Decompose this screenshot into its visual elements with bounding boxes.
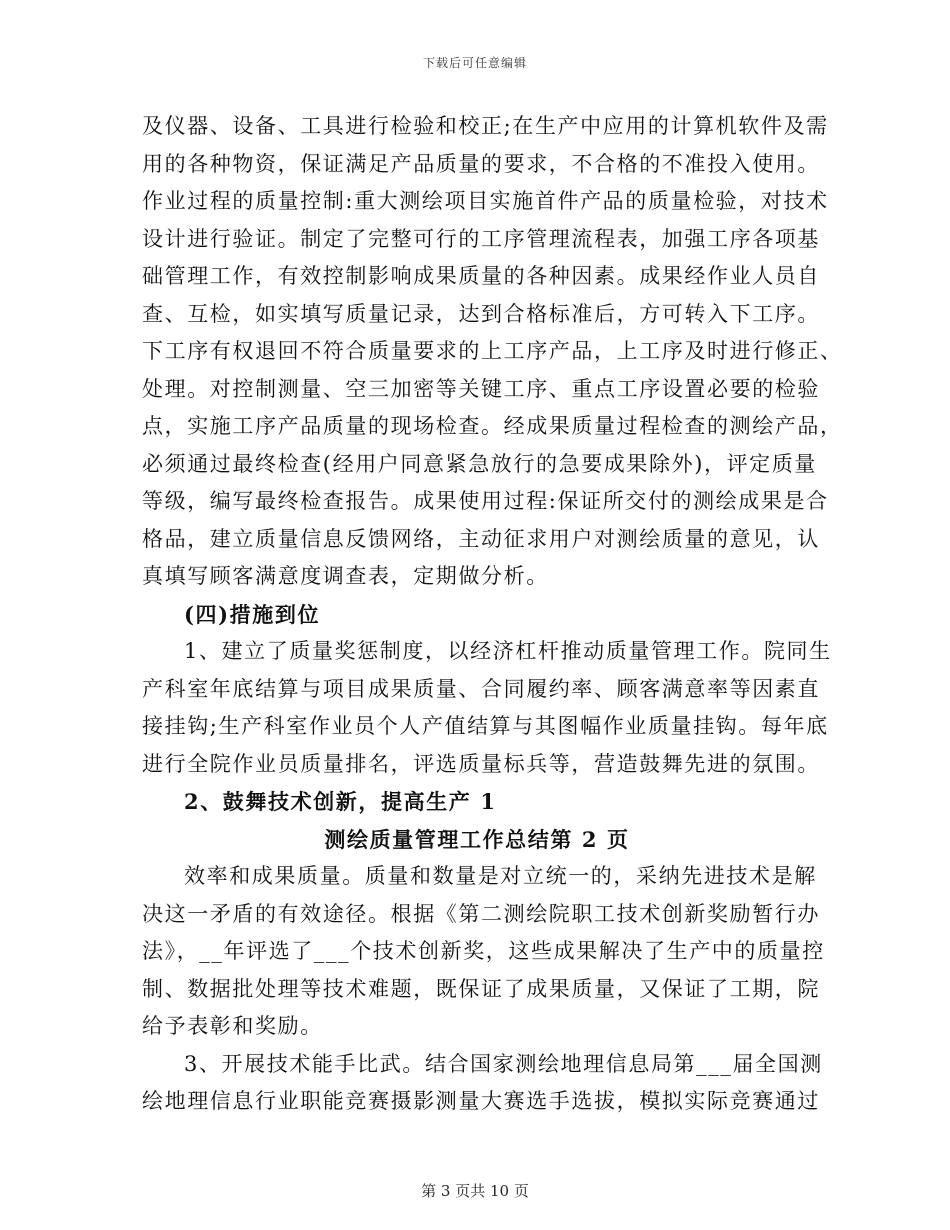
body-line: 查、互检，如实填写质量记录，达到合格标准后，方可转入下工序。 bbox=[142, 301, 820, 326]
body-line: 用的各种物资，保证满足产品质量的要求，不合格的不准投入使用。 bbox=[142, 151, 820, 176]
body-line: 决这一矛盾的有效途径。根据《第二测绘院职工技术创新奖励暂行办 bbox=[142, 901, 820, 926]
body-line: 下工序有权退回不符合质量要求的上工序产品，上工序及时进行修正、 bbox=[142, 339, 843, 363]
body-line: 产科室年底结算与项目成果质量、合同履约率、顾客满意率等因素直 bbox=[142, 676, 820, 701]
body-line: 3、开展技术能手比武。结合国家测绘地理信息局第___届全国测 bbox=[184, 1051, 823, 1076]
body-line: 处理。对控制测量、空三加密等关键工序、重点工序设置必要的检验 bbox=[142, 376, 820, 401]
body-line: 进行全院作业员质量排名，评选质量标兵等，营造鼓舞先进的氛围。 bbox=[142, 751, 820, 776]
body-line: 作业过程的质量控制:重大测绘项目实施首件产品的质量检验，对技术 bbox=[142, 189, 829, 213]
body-line: 法》，__年评选了___个技术创新奖，这些成果解决了生产中的质量控 bbox=[142, 939, 825, 963]
page-header: 下载后可任意编辑 bbox=[422, 56, 527, 70]
body-line: 给予表彰和奖励。 bbox=[142, 1014, 323, 1038]
body-line: 1、建立了质量奖惩制度，以经济杠杆推动质量管理工作。院同生 bbox=[184, 639, 832, 663]
document-title: 测绘质量管理工作总结第 2 页 bbox=[324, 826, 630, 852]
body-line: 必须通过最终检查(经用户同意紧急放行的急要成果除外)，评定质量 bbox=[142, 451, 817, 476]
document-body bbox=[142, 108, 843, 1121]
body-line: 础管理工作，有效控制影响成果质量的各种因素。成果经作业人员自 bbox=[142, 264, 820, 288]
body-line: 真填写顾客满意度调查表，定期做分析。 bbox=[142, 564, 549, 588]
page-footer: 第 3 页共 10 页 bbox=[421, 1182, 529, 1200]
body-line: 设计进行验证。制定了完整可行的工序管理流程表，加强工序各项基 bbox=[142, 226, 820, 251]
body-line: 及仪器、设备、工具进行检验和校正;在生产中应用的计算机软件及需 bbox=[142, 114, 829, 138]
body-line: 点，实施工序产品质量的现场检查。经成果质量过程检查的测绘产品， bbox=[142, 414, 843, 438]
subsection-heading: 2、鼓舞技术创新，提高生产 1 bbox=[184, 789, 497, 814]
body-line: 格品，建立质量信息反馈网络，主动征求用户对测绘质量的意见，认 bbox=[142, 526, 820, 551]
section-heading: (四)措施到位 bbox=[184, 601, 321, 627]
body-line: 效率和成果质量。质量和数量是对立统一的，采纳先进技术是解 bbox=[184, 864, 817, 888]
body-line: 等级，编写最终检查报告。成果使用过程:保证所交付的测绘成果是合 bbox=[142, 489, 829, 513]
body-line: 接挂钩;生产科室作业员个人产值结算与其图幅作业质量挂钩。每年底 bbox=[142, 714, 829, 738]
body-line: 制、数据批处理等技术难题，既保证了成果质量，又保证了工期，院 bbox=[142, 976, 820, 1001]
body-line: 绘地理信息行业职能竞赛摄影测量大赛选手选拔，模拟实际竞赛通过 bbox=[142, 1089, 820, 1113]
